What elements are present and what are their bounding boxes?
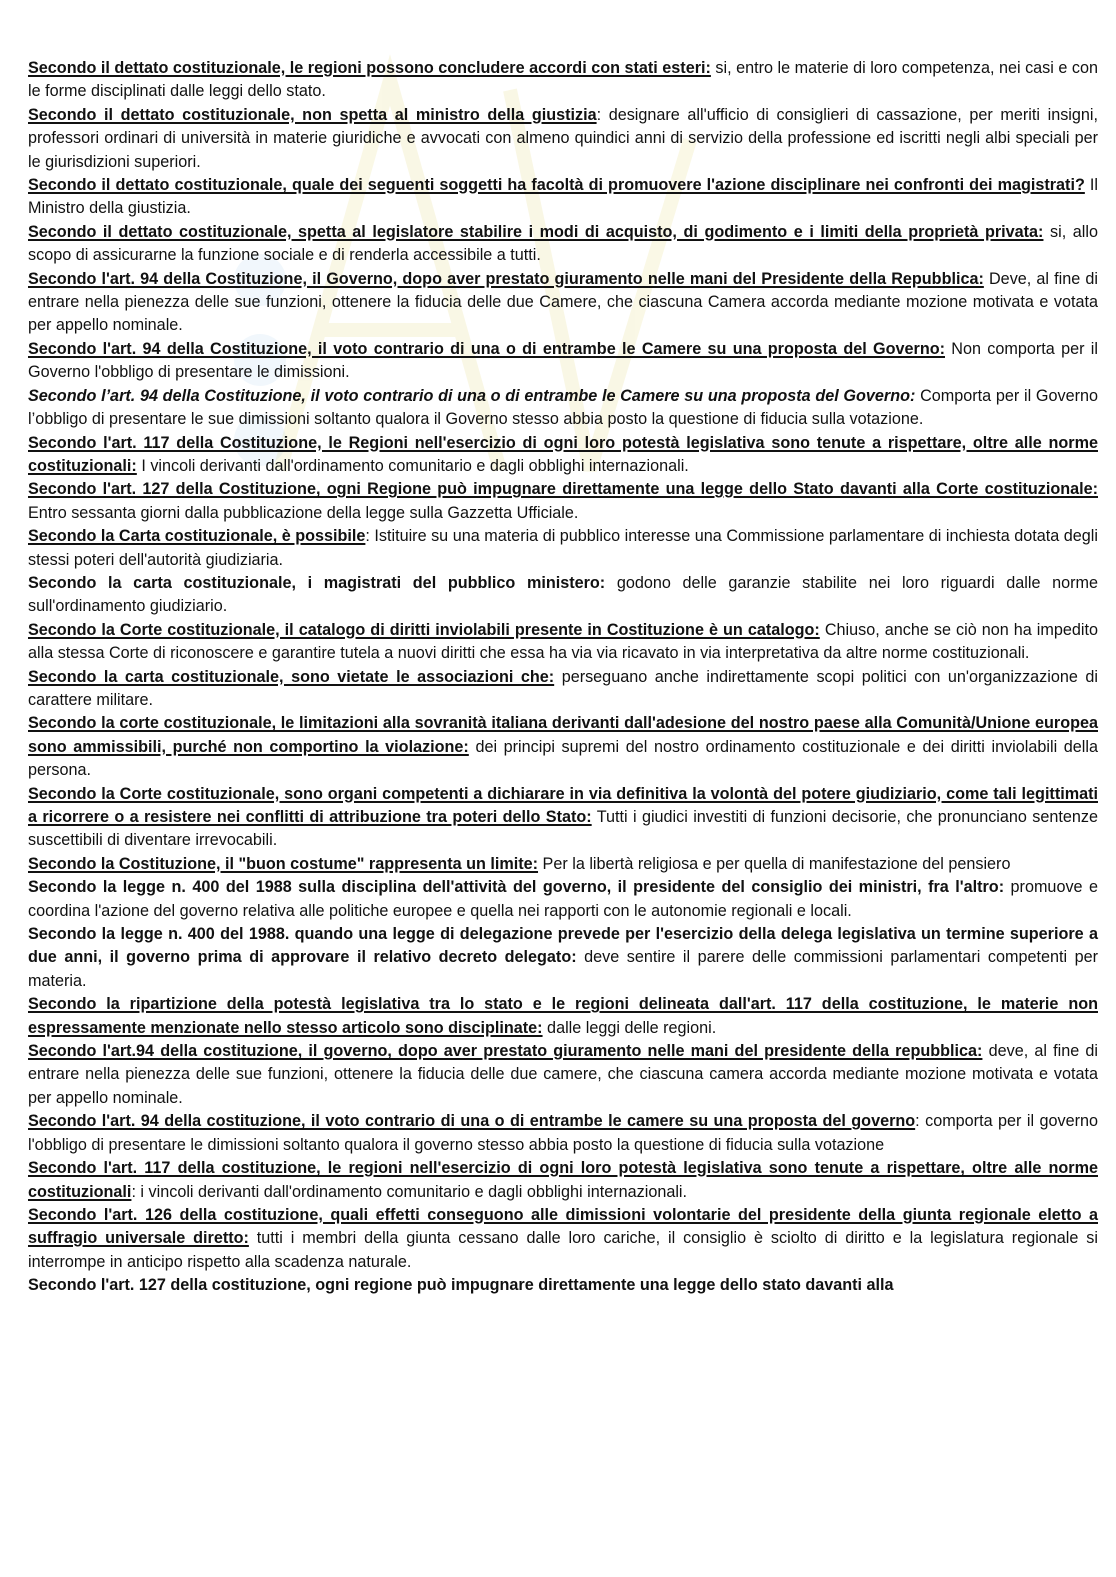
qa-entry: [28, 666, 1098, 713]
qa-entry: [28, 876, 1098, 923]
question-text: Secondo il dettato costituzionale, le regioni possono concludere accordi con stati esteri:: [28, 59, 711, 77]
answer-text: dei principi supremi del nostro ordinamento costituzionale e dei diritti inviolabili della persona.: [28, 737, 1098, 780]
answer-text: dalle leggi delle regioni.: [542, 1018, 717, 1037]
document-body: [28, 57, 1098, 1298]
answer-text: : comporta per il governo l'obbligo di presentare le dimissioni soltanto qualora il governo stesso abbia posto la questione di fiducia sulla votazione: [28, 1112, 1098, 1154]
qa-entry: [28, 1157, 1098, 1204]
question-text: Secondo l'art. 127 della Costituzione, ogni Regione può impugnare direttamente una legge dello Stato davanti alla Corte costituzionale:: [28, 480, 1098, 499]
answer-text: si, entro le materie di loro competenza, nei casi e con le forme disciplinati dalle leggi dello stato.: [28, 59, 1098, 101]
question-text: Secondo l'art.94 della costituzione, il governo, dopo aver prestato giuramento nelle mani del presidente della repubblica:: [28, 1042, 983, 1061]
qa-entry: [28, 853, 1098, 876]
answer-text: si, allo scopo di assicurarne la funzione sociale e di renderla accessibile a tutti.: [28, 222, 1098, 265]
answer-text: Il Ministro della giustizia.: [28, 176, 1099, 218]
qa-entry: [28, 432, 1098, 479]
question-text: Secondo l'art. 117 della Costituzione, le Regioni nell'esercizio di ogni loro potestà legislativa sono tenute a rispettare, oltre alle norme costituzionali:: [28, 433, 1098, 475]
qa-entry: [28, 619, 1098, 666]
qa-entry: [28, 1274, 1098, 1297]
qa-entry: [28, 221, 1098, 268]
question-text: Secondo la ripartizione della potestà legislativa tra lo stato e le regioni delineata dall'art. 117 della costituzione, le materie non espressamente menzionate nello stesso articolo sono disciplinate:: [28, 995, 1098, 1037]
answer-text: Entro sessanta giorni dalla pubblicazione della legge sulla Gazzetta Ufficiale.: [28, 503, 579, 522]
qa-entry: [28, 993, 1098, 1040]
answer-text: Per la libertà religiosa e per quella di manifestazione del pensiero: [538, 854, 1011, 873]
question-text: Secondo la carta costituzionale, i magistrati del pubblico ministero:: [28, 573, 606, 592]
question-text: Secondo l'art. 117 della costituzione, le regioni nell'esercizio di ogni loro potestà legislativa sono tenute a rispettare, oltre alle norme costituzionali: [28, 1159, 1098, 1201]
question-text: Secondo la corte costituzionale, le limitazioni alla sovranità italiana derivanti dall'adesione del nostro paese alla Comunità/Unione europea sono ammissibili, purché non comportino la violazione:: [28, 714, 1098, 756]
answer-text: promuove e coordina l'azione del governo relativa alle politiche europee e quella nei rapporti con le autonomie regionali e locali.: [28, 878, 1099, 920]
answer-text: : i vincoli derivanti dall'ordinamento comunitario e dagli obblighi internazionali.: [131, 1182, 688, 1201]
question-text: Secondo la legge n. 400 del 1988. quando una legge di delegazione prevede per l'esercizio della delega legislativa un termine superiore a due anni, il governo prima di approvare il relativo decreto delegato:: [28, 925, 1098, 967]
qa-entry: [28, 525, 1098, 572]
qa-entry: [28, 57, 1098, 104]
question-text: Secondo la carta costituzionale, sono vietate le associazioni che:: [28, 667, 555, 686]
question-text: Secondo il dettato costituzionale, spetta al legislatore stabilire i modi di acquisto, di godimento e i limiti della proprietà privata:: [28, 222, 1044, 241]
question-text: Secondo l'art. 94 della Costituzione, il Governo, dopo aver prestato giuramento nelle mani del Presidente della Repubblica:: [28, 269, 984, 288]
qa-entry: [28, 174, 1098, 221]
answer-text: Comporta per il Governo l’obbligo di presentare le sue dimissioni soltanto qualora il Governo stesso abbia posto la questione di fiducia sulla votazione.: [28, 386, 1098, 429]
question-text: Secondo l'art. 94 della Costituzione, il voto contrario di una o di entrambe le Camere su una proposta del Governo:: [28, 339, 945, 358]
qa-entry: [28, 923, 1098, 993]
question-text: Secondo la legge n. 400 del 1988 sulla disciplina dell'attività del governo, il presidente del consiglio dei ministri, fra l'altro:: [28, 878, 1005, 897]
question-text: Secondo l’art. 94 della Costituzione, il voto contrario di una o di entrambe le Camere su una proposta del Governo:: [28, 386, 916, 405]
qa-entry: [28, 1204, 1098, 1274]
answer-text: tutti i membri della giunta cessano dalle loro cariche, il consiglio è sciolto di diritto e la legislatura regionale si interrompe in anticipo rispetto alla scadenza naturale.: [28, 1229, 1098, 1271]
qa-entry: [28, 385, 1098, 432]
answer-text: Tutti i giudici investiti di funzioni decisorie, che pronunciano sentenze suscettibili di diventare irrevocabili.: [28, 808, 1098, 850]
qa-entry: [28, 268, 1098, 338]
answer-text: perseguano anche indirettamente scopi politici con un'organizzazione di carattere militare.: [28, 667, 1098, 709]
qa-entry: [28, 1110, 1098, 1157]
answer-text: Chiuso, anche se ciò non ha impedito alla stessa Corte di riconoscere e garantire tutela a nuovi diritti che essa ha via via ricavato in via interpretativa da altre norme costituzionali.: [28, 620, 1098, 663]
question-text: Secondo la Corte costituzionale, sono organi competenti a dichiarare in via definitiva la volontà del potere giudiziario, come tali legittimati a ricorrere o a resistere nei conflitti di attribuzione tra poteri dello Stato:: [28, 784, 1098, 826]
answer-text: godono delle garanzie stabilite nei loro riguardi dalle norme sull'ordinamento giudiziario.: [28, 573, 1098, 616]
qa-entry: [28, 712, 1098, 782]
question-text: Secondo l'art. 127 della costituzione, ogni regione può impugnare direttamente una legge dello stato davanti alla: [28, 1276, 894, 1295]
answer-text: deve, al fine di entrare nella pienezza delle sue funzioni, ottenere la fiducia delle due camere, che ciascuna camera accorda mediante mozione motivata e votata per appello nominale.: [28, 1042, 1098, 1107]
question-text: Secondo il dettato costituzionale, quale dei seguenti soggetti ha facoltà di promuovere l'azione disciplinare nei confronti dei magistrati?: [28, 176, 1085, 195]
qa-entry: [28, 1040, 1098, 1110]
answer-text: deve sentire il parere delle commissioni parlamentari competenti per materia.: [28, 948, 1098, 990]
question-text: Secondo l'art. 126 della costituzione, quali effetti conseguono alle dimissioni volontarie del presidente della giunta regionale eletto a suffragio universale diretto:: [28, 1205, 1098, 1248]
answer-text: I vincoli derivanti dall'ordinamento comunitario e dagli obblighi internazionali.: [136, 456, 689, 475]
answer-text: : designare all'ufficio di consiglieri di cassazione, per meriti insigni, professori ordinari di università in materie giuridiche e avvocati con almeno quindici anni di servizio della professione ed iscritti negli albi speciali per le giurisdizioni superiori.: [28, 105, 1098, 171]
qa-entry: [28, 572, 1098, 619]
question-text: Secondo l'art. 94 della costituzione, il voto contrario di una o di entrambe le camere su una proposta del governo: [28, 1112, 916, 1131]
qa-entry: [28, 338, 1098, 385]
qa-entry: [28, 478, 1098, 525]
answer-text: Non comporta per il Governo l'obbligo di presentare le dimissioni.: [28, 339, 1098, 382]
answer-text: : Istituire su una materia di pubblico interesse una Commissione parlamentare di inchiesta dotata degli stessi poteri dell'autorità giudiziaria.: [28, 527, 1098, 569]
qa-entry: [28, 104, 1098, 174]
question-text: Secondo il dettato costituzionale, non spetta al ministro della giustizia: [28, 105, 597, 124]
question-text: Secondo la Costituzione, il "buon costume" rappresenta un limite:: [28, 854, 539, 873]
answer-text: Deve, al fine di entrare nella pienezza delle sue funzioni, ottenere la fiducia delle due Camere, che ciascuna Camera accorda mediante mozione motivata e votata per appello nominale.: [28, 269, 1098, 335]
qa-entry: [28, 783, 1098, 853]
question-text: Secondo la Carta costituzionale, è possibile: [28, 527, 366, 546]
question-text: Secondo la Corte costituzionale, il catalogo di diritti inviolabili presente in Costituzione è un catalogo:: [28, 620, 820, 639]
